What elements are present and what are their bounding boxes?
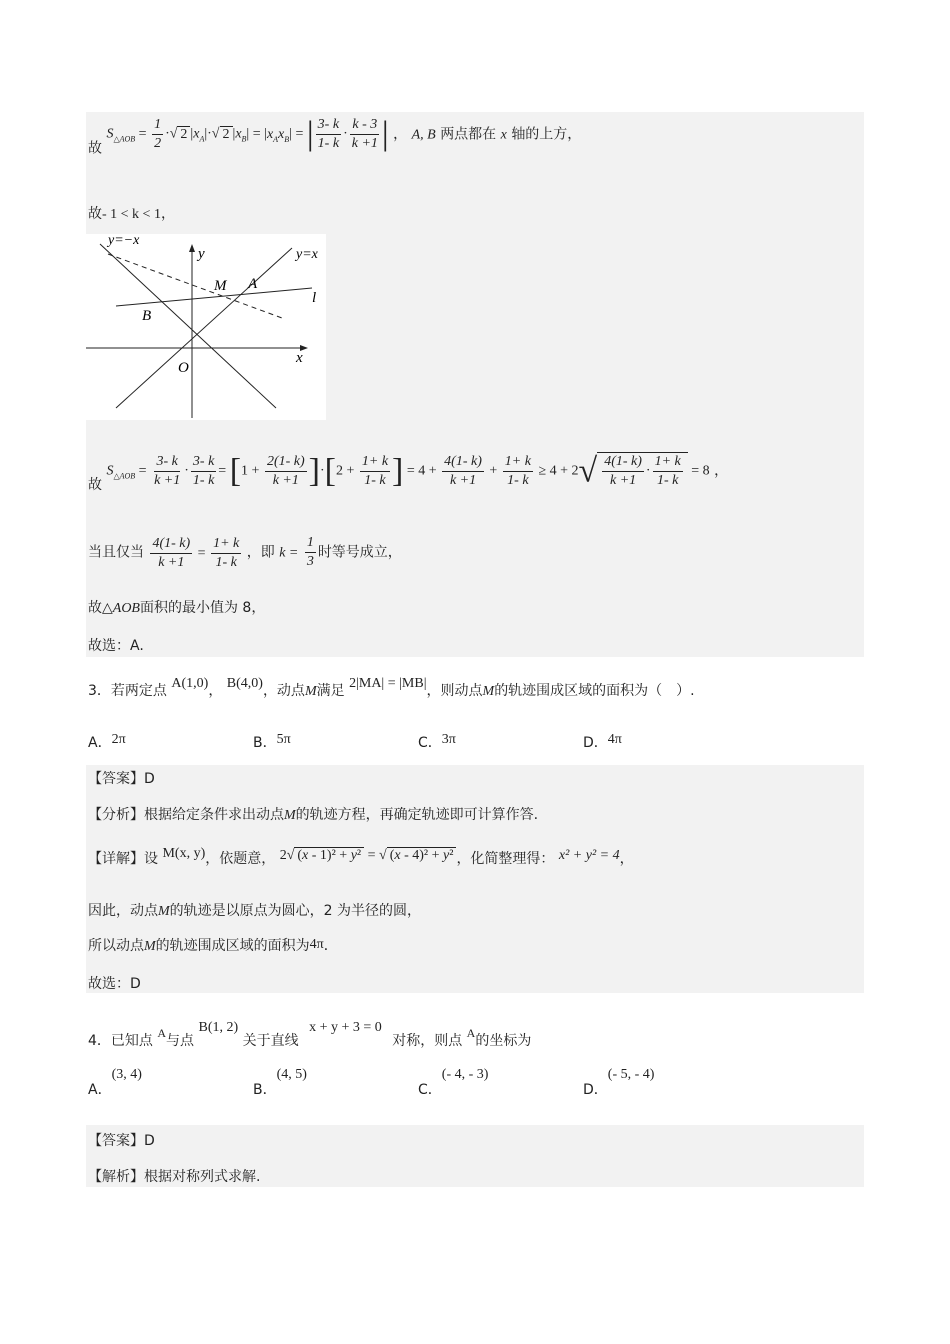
- q3-option-b[interactable]: B．5π: [253, 732, 291, 751]
- k-value: $\frac{1}{3}$: [306, 535, 314, 569]
- question-3-stem: 3．若两定点 A(1,0)， B(4,0)，动点M满足 2|MA| = |MB|，则动点M的轨迹围成区域的面积为（ ）.: [88, 676, 695, 699]
- q4-option-c[interactable]: C．(- 4, - 3): [418, 1067, 489, 1098]
- q4-option-b[interactable]: B．(4, 5): [253, 1067, 307, 1098]
- inequality-formula: $S_{\triangle AOB}$ = $\frac{3- k}{k +1}$ · $\frac{3- k}{1- k}$ = [1 + $\frac{2(1- k)}{k +1}$ ]·[2 + $\frac{1+ k}{1- k}$ ] = 4 + $\frac{4(1- k)}{k +1}$ + $\frac{1+ k}{1- k}$ ≥ 4 + 2√ $\frac{4(1- k)}{k +1}$ · $\frac{1+ k}{1- k}$ = 8: [106, 452, 710, 490]
- q3-choose: 故选：D: [88, 976, 141, 992]
- q4-option-d[interactable]: D．(- 5, - 4): [583, 1067, 655, 1098]
- label-y-neg-x: y=−x: [108, 234, 140, 248]
- label-O: O: [178, 360, 189, 376]
- q3-detail: 【详解】设 M(x, y)，依题意， 2√ (x - 1)² + y² = √ (x - 4)² + y² ，化简整理得： x² + y² = 4，: [88, 846, 634, 867]
- label-x: x: [296, 350, 303, 366]
- label-l: l: [312, 290, 317, 306]
- line-y-neg-x: [100, 244, 276, 408]
- solution-line-2: 故- 1 < k < 1，: [88, 206, 175, 222]
- solution-line-1: 故 $S_{\triangle AOB}$ = $\frac{1}{2}$ ·√ 2 $|x_A|\cdot√$ 2 $|x_B| = |x_Ax_B|$ = | $\frac{3- k}{1- k}$ · $\frac{k - 3}{k +1}$ | ， A, B 两点都在 x 轴的上方，: [88, 115, 582, 157]
- q4-answer: 【答案】D: [88, 1133, 155, 1149]
- label-A: A: [248, 276, 258, 292]
- q3-so: 所以动点M的轨迹围成区域的面积为4π．: [88, 937, 338, 954]
- figure-svg: [86, 234, 326, 420]
- equality-condition: $\frac{4(1- k)}{k +1}$ = $\frac{1+ k}{1- k}$: [152, 535, 240, 570]
- q3-thus: 因此，动点M的轨迹是以原点为圆心，2 为半径的圆，: [88, 903, 422, 919]
- q4-analysis: 【解析】根据对称列式求解.: [88, 1169, 261, 1185]
- label-M: M: [214, 278, 227, 294]
- q3-answer: 【答案】D: [88, 771, 155, 787]
- label-y: y: [198, 246, 205, 262]
- q3-option-d[interactable]: D．4π: [583, 732, 622, 751]
- coordinate-figure: [86, 234, 326, 420]
- y-axis-arrow: [189, 244, 195, 252]
- q3-option-a[interactable]: A．2π: [88, 732, 126, 751]
- label-B: B: [142, 308, 152, 324]
- question-4-stem: 4．已知点 A与点 B(1, 2) 关于直线 x + y + 3 = 0 对称，则点 A的坐标为: [88, 1020, 532, 1049]
- distance-equation: 2√ (x - 1)² + y² = √ (x - 4)² + y²: [280, 847, 457, 863]
- solution-block-2: [86, 765, 864, 993]
- label-y-eq-x: y=x: [296, 247, 318, 262]
- q3-option-c[interactable]: C．3π: [418, 732, 456, 751]
- solution-line-3: 故 $S_{\triangle AOB}$ = $\frac{3- k}{k +1}$ · $\frac{3- k}{1- k}$ = [1 + $\frac{2(1- k)}{k +1}$ ]·[2 + $\frac{1+ k}{1- k}$ ] = 4 + $\frac{4(1- k)}{k +1}$ + $\frac{1+ k}{1- k}$ ≥ 4 + 2√ $\frac{4(1- k)}{k +1}$ · $\frac{1+ k}{1- k}$ = 8 ，: [88, 452, 729, 493]
- solution-line-6: 故选：A.: [88, 638, 144, 654]
- area-formula: $S_{\triangle AOB}$ = $\frac{1}{2}$ ·√ 2 $|x_A|\cdot√$ 2 $|x_B| = |x_Ax_B|$ = | $\frac{3- k}{1- k}$ · $\frac{k - 3}{k +1}$ |: [106, 115, 389, 153]
- q4-option-a[interactable]: A．(3, 4): [88, 1067, 142, 1098]
- q3-analysis: 【分析】根据给定条件求出动点M的轨迹方程，再确定轨迹即可计算作答.: [88, 807, 539, 823]
- solution-line-5: 故△AOB面积的最小值为 8，: [88, 600, 266, 616]
- line-y-eq-x: [116, 248, 292, 408]
- solution-line-4: 当且仅当 $\frac{4(1- k)}{k +1}$ = $\frac{1+ k}{1- k}$ ，即 k = $\frac{1}{3}$ 时等号成立，: [88, 535, 402, 570]
